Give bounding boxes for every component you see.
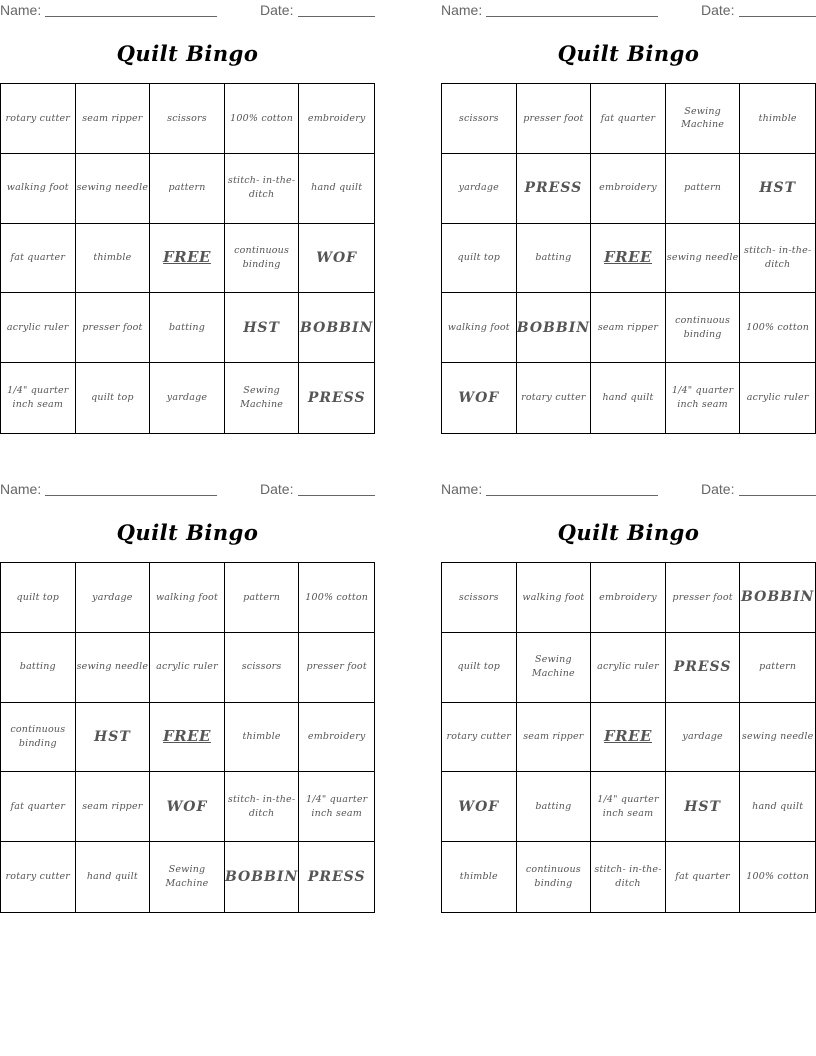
bingo-cell: sewing needle <box>666 224 741 294</box>
bingo-cell: yardage <box>150 363 225 433</box>
name-date-row <box>441 481 816 499</box>
name-label: Name: <box>0 2 42 18</box>
bingo-cell: rotary cutter <box>1 84 76 154</box>
card-title: Quilt Bingo <box>557 520 700 545</box>
bingo-cell: HST <box>740 154 815 224</box>
date-field-line <box>739 16 816 17</box>
bingo-cell: PRESS <box>307 389 366 406</box>
bingo-cell: BOBBIN <box>517 293 592 363</box>
bingo-cell: stitch- in-the-ditch <box>225 772 300 842</box>
bingo-cell: walking foot <box>150 563 225 633</box>
bingo-cell: scissors <box>442 84 517 154</box>
name-date-row <box>441 2 816 20</box>
bingo-cell: WOF <box>442 772 517 842</box>
bingo-cell: acrylic ruler <box>1 293 76 363</box>
date-label: Date: <box>260 2 294 18</box>
bingo-cell: 100% cotton <box>299 563 374 633</box>
bingo-cell: continuous binding <box>225 224 300 294</box>
bingo-cell: continuous binding <box>517 842 592 912</box>
bingo-cell: PRESS <box>307 868 366 885</box>
bingo-cell: Sewing Machine <box>150 842 225 912</box>
bingo-cell: walking foot <box>517 563 592 633</box>
bingo-card <box>441 0 816 435</box>
bingo-cell: 1/4" quarter inch seam <box>299 772 374 842</box>
bingo-card <box>0 0 375 435</box>
bingo-cell: embroidery <box>591 154 666 224</box>
name-label: Name: <box>441 481 483 497</box>
bingo-cell: presser foot <box>666 563 741 633</box>
bingo-cell: yardage <box>666 703 741 773</box>
bingo-cell: yardage <box>76 563 151 633</box>
name-label: Name: <box>441 2 483 18</box>
bingo-cell: thimble <box>442 842 517 912</box>
name-field-line <box>45 495 217 496</box>
bingo-cell: 1/4" quarter inch seam <box>1 363 76 433</box>
bingo-cell: batting <box>1 633 76 703</box>
name-field-line <box>486 495 658 496</box>
bingo-cell: fat quarter <box>666 842 741 912</box>
bingo-cell: fat quarter <box>1 224 76 294</box>
bingo-cell: PRESS <box>517 154 592 224</box>
name-date-row <box>0 481 375 499</box>
bingo-cell: rotary cutter <box>442 703 517 773</box>
card-title: Quilt Bingo <box>557 41 700 66</box>
bingo-cell: FREE <box>591 703 666 773</box>
bingo-cell: WOF <box>150 772 225 842</box>
bingo-cell: sewing needle <box>76 154 151 224</box>
bingo-cell: hand quilt <box>76 842 151 912</box>
bingo-cell: stitch- in-the-ditch <box>591 842 666 912</box>
bingo-cell: rotary cutter <box>517 363 592 433</box>
bingo-cell: Sewing Machine <box>666 84 741 154</box>
bingo-cell: BOBBIN <box>740 563 815 633</box>
bingo-cell: BOBBIN <box>225 842 300 912</box>
bingo-cell: hand quilt <box>740 772 815 842</box>
bingo-cell: WOF <box>442 363 517 433</box>
bingo-cell: continuous binding <box>1 703 76 773</box>
bingo-cell: thimble <box>76 224 151 294</box>
bingo-cell: scissors <box>442 563 517 633</box>
bingo-grid <box>0 562 375 913</box>
date-label: Date: <box>260 481 294 497</box>
bingo-cell: FREE <box>591 224 666 294</box>
date-field-line <box>739 495 816 496</box>
bingo-cell: yardage <box>442 154 517 224</box>
bingo-cell: sewing needle <box>76 633 151 703</box>
card-title: Quilt Bingo <box>116 520 259 545</box>
bingo-cell: thimble <box>740 84 815 154</box>
name-date-row <box>0 2 375 20</box>
name-label: Name: <box>0 481 42 497</box>
bingo-cell: HST <box>666 772 741 842</box>
bingo-cell: walking foot <box>1 154 76 224</box>
date-field-line <box>298 16 375 17</box>
bingo-cell: quilt top <box>442 224 517 294</box>
name-field-line <box>486 16 658 17</box>
bingo-cell: BOBBIN <box>299 293 374 363</box>
date-label: Date: <box>701 481 735 497</box>
bingo-cell: scissors <box>150 84 225 154</box>
card-title: Quilt Bingo <box>116 41 259 66</box>
bingo-card <box>441 479 816 914</box>
bingo-cell: FREE <box>150 224 225 294</box>
bingo-cell: pattern <box>225 563 300 633</box>
bingo-cell: pattern <box>740 633 815 703</box>
bingo-cell: quilt top <box>1 563 76 633</box>
bingo-cell: stitch- in-the-ditch <box>225 154 300 224</box>
bingo-cell: fat quarter <box>1 772 76 842</box>
bingo-cell: 100% cotton <box>225 84 300 154</box>
bingo-cell: presser foot <box>517 84 592 154</box>
bingo-cell: Sewing Machine <box>517 633 592 703</box>
bingo-cell: acrylic ruler <box>591 633 666 703</box>
bingo-cell: pattern <box>666 154 741 224</box>
bingo-grid <box>441 562 816 913</box>
bingo-grid <box>441 83 816 434</box>
bingo-cell: presser foot <box>299 633 374 703</box>
bingo-card <box>0 479 375 914</box>
bingo-cell: 1/4" quarter inch seam <box>591 772 666 842</box>
bingo-cell: presser foot <box>76 293 151 363</box>
bingo-cell: batting <box>517 772 592 842</box>
bingo-cell: embroidery <box>591 563 666 633</box>
bingo-cell: 100% cotton <box>740 293 815 363</box>
bingo-cell: quilt top <box>76 363 151 433</box>
bingo-cell: fat quarter <box>591 84 666 154</box>
bingo-cell: HST <box>225 293 300 363</box>
bingo-cell: 100% cotton <box>746 871 810 883</box>
bingo-cell: batting <box>517 224 592 294</box>
bingo-cell: sewing needle <box>740 703 815 773</box>
bingo-cell: HST <box>76 703 151 773</box>
bingo-cell: 1/4" quarter inch seam <box>666 363 741 433</box>
bingo-cell: batting <box>150 293 225 363</box>
bingo-cell: hand quilt <box>591 363 666 433</box>
bingo-cell: seam ripper <box>591 293 666 363</box>
bingo-cell: acrylic ruler <box>746 392 809 404</box>
bingo-cell: rotary cutter <box>1 842 76 912</box>
bingo-cell: continuous binding <box>666 293 741 363</box>
bingo-cell: pattern <box>150 154 225 224</box>
bingo-cell: acrylic ruler <box>150 633 225 703</box>
date-field-line <box>298 495 375 496</box>
bingo-cell: stitch- in-the-ditch <box>740 224 815 294</box>
name-field-line <box>45 16 217 17</box>
bingo-cell: FREE <box>150 703 225 773</box>
bingo-cell: PRESS <box>666 633 741 703</box>
date-label: Date: <box>701 2 735 18</box>
bingo-cell: Sewing Machine <box>225 363 300 433</box>
bingo-cell: embroidery <box>299 84 374 154</box>
bingo-cell: thimble <box>225 703 300 773</box>
bingo-cell: seam ripper <box>517 703 592 773</box>
bingo-cell: seam ripper <box>76 772 151 842</box>
bingo-cell: hand quilt <box>299 154 374 224</box>
bingo-cell: seam ripper <box>76 84 151 154</box>
bingo-cell: embroidery <box>299 703 374 773</box>
bingo-grid <box>0 83 375 434</box>
bingo-cell: quilt top <box>442 633 517 703</box>
bingo-cell: WOF <box>299 224 374 294</box>
bingo-cell: walking foot <box>442 293 517 363</box>
bingo-cell: scissors <box>225 633 300 703</box>
